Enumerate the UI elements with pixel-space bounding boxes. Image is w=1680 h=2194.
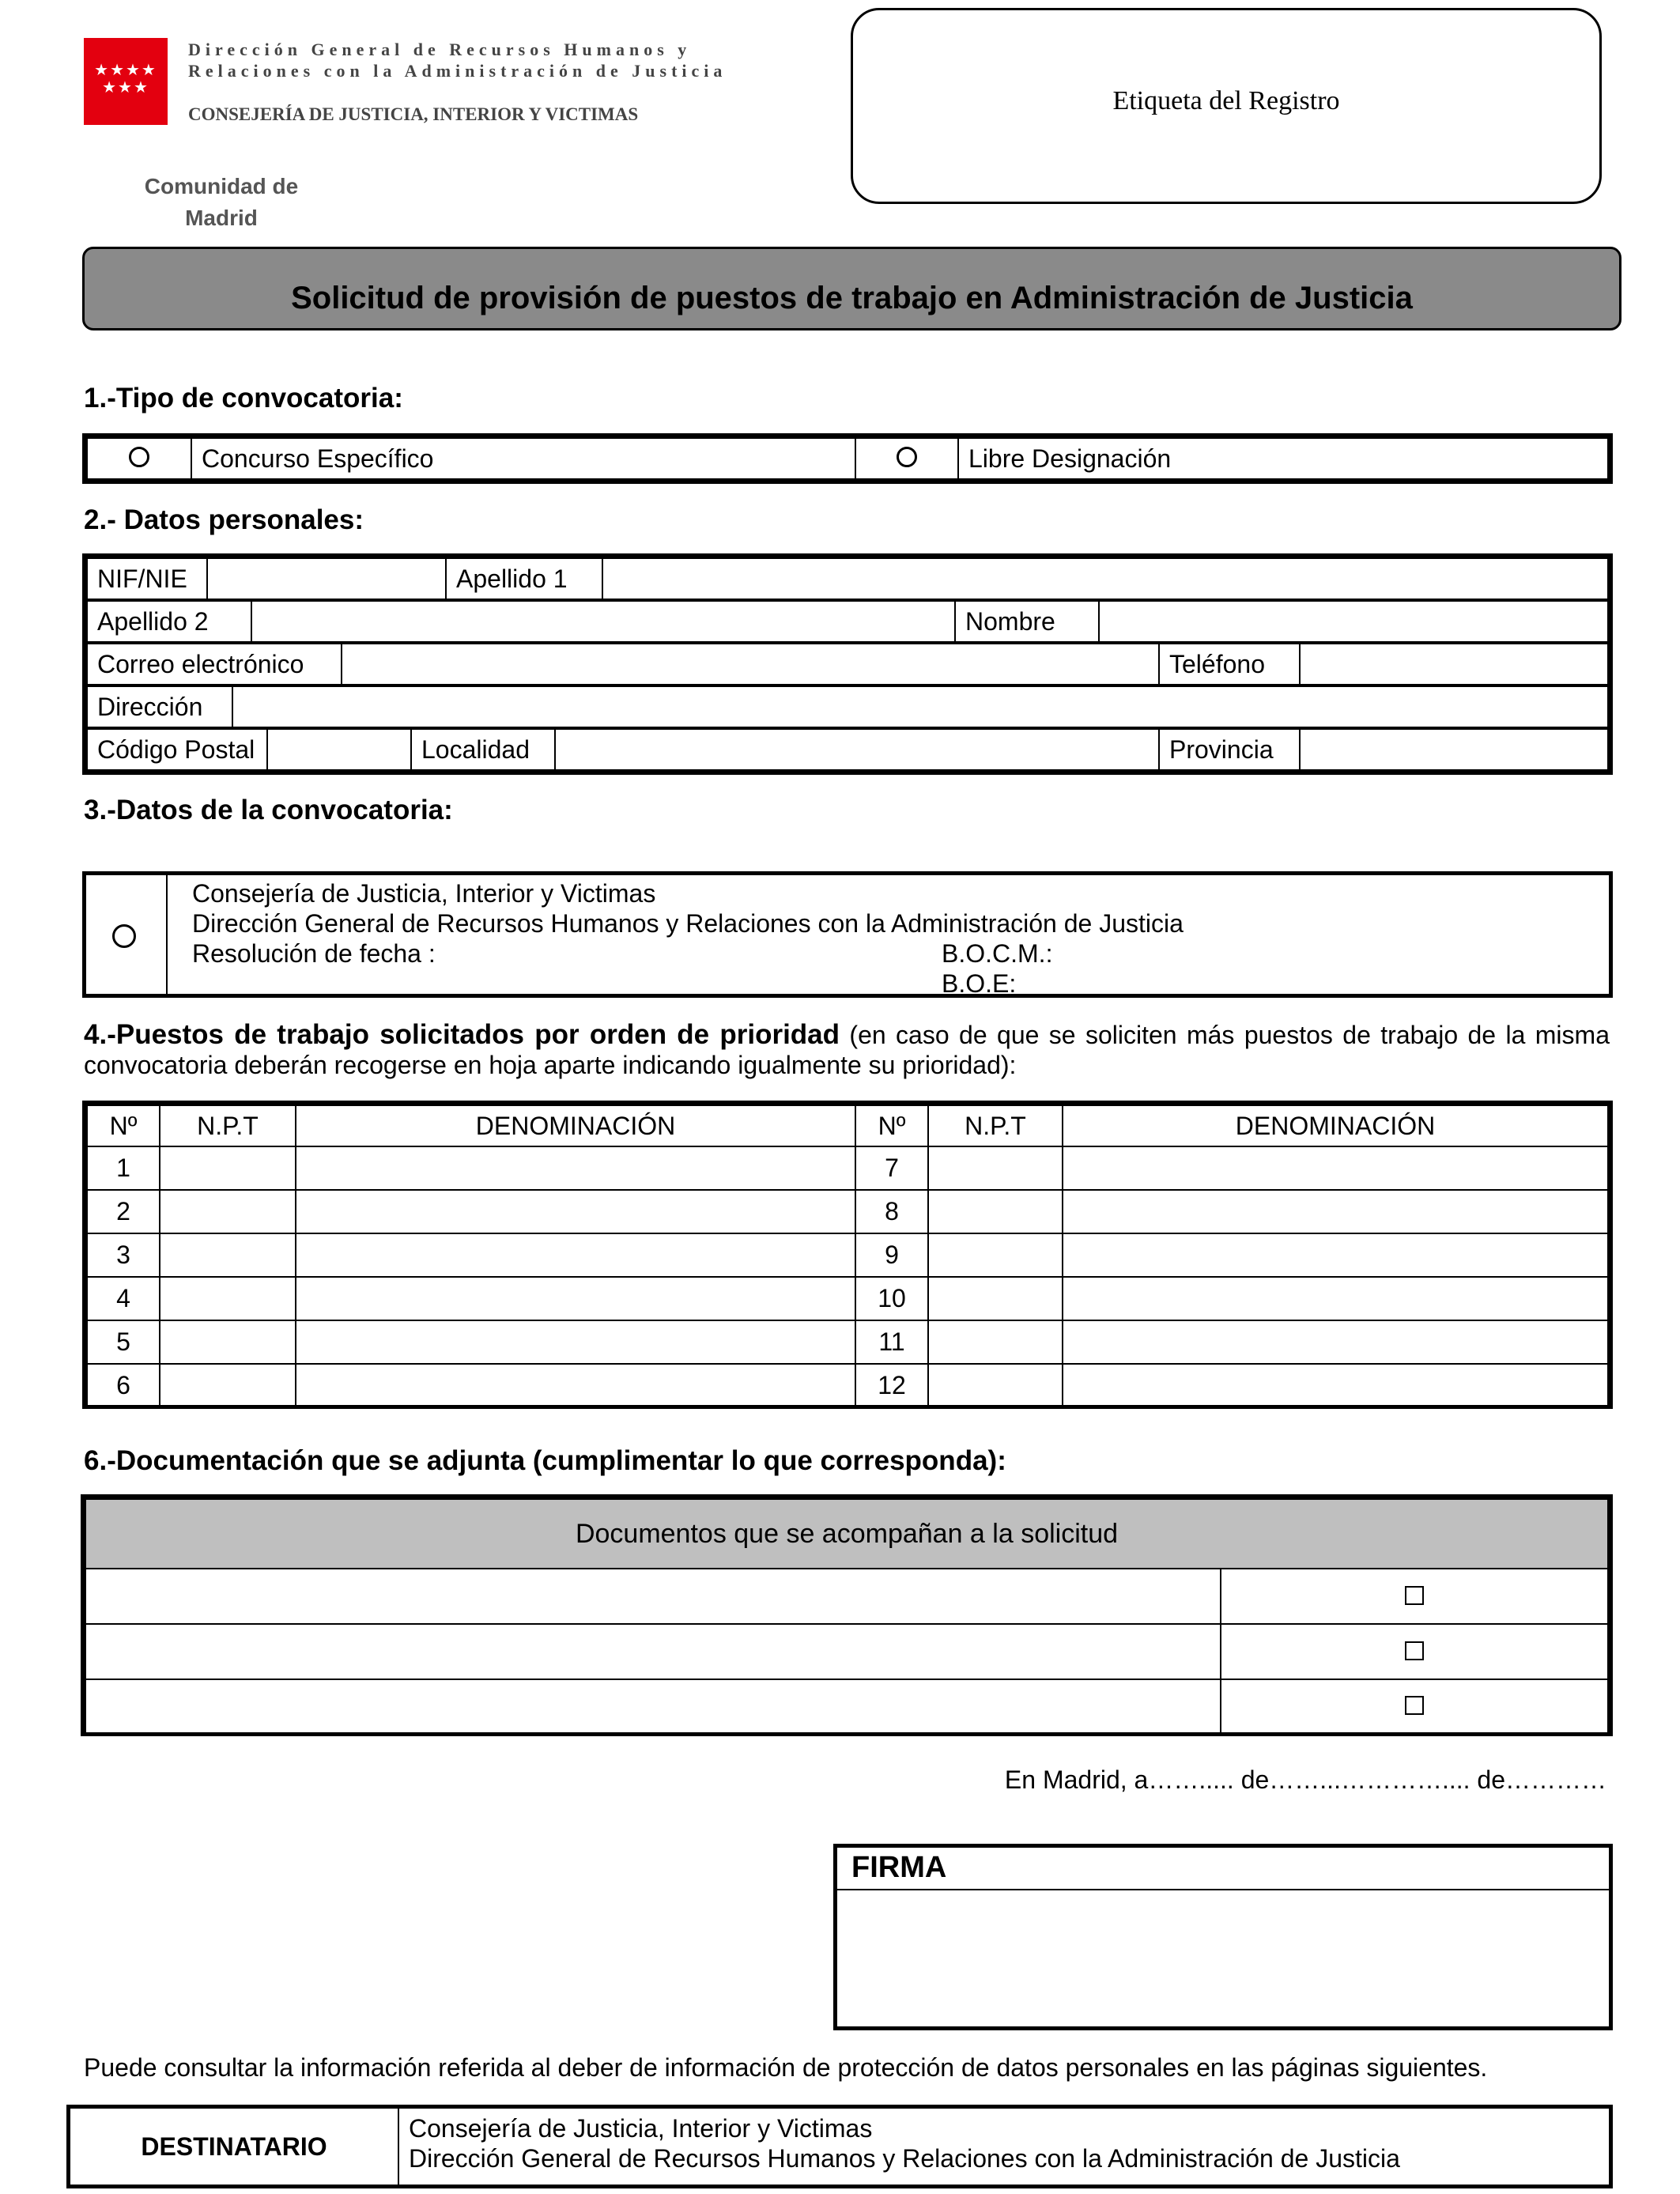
direccion-label: Dirección bbox=[87, 686, 232, 727]
row-number-right: 10 bbox=[855, 1277, 928, 1320]
provincia-field[interactable] bbox=[1300, 729, 1608, 770]
datos-personales-box bbox=[82, 553, 1613, 775]
documentos-header: Documentos que se acompañan a la solicitud bbox=[85, 1499, 1608, 1569]
npt-field[interactable] bbox=[928, 1364, 1063, 1407]
convocatoria-line1: Consejería de Justicia, Interior y Victimas bbox=[192, 879, 656, 908]
convocatoria-divider bbox=[166, 875, 168, 994]
section3-heading: 3.-Datos de la convocatoria: bbox=[84, 795, 453, 825]
documento-checkbox-cell[interactable] bbox=[1221, 1624, 1608, 1679]
convocatoria-radio[interactable] bbox=[112, 924, 136, 952]
apellido2-field[interactable] bbox=[251, 601, 955, 642]
cp-label: Código Postal bbox=[87, 729, 267, 770]
col-denominacion-right: DENOMINACIÓN bbox=[1063, 1105, 1608, 1146]
row-number-left: 6 bbox=[87, 1364, 160, 1407]
col-no-right: Nº bbox=[855, 1105, 928, 1146]
col-npt-right: N.P.T bbox=[928, 1105, 1063, 1146]
denominacion-field[interactable] bbox=[1063, 1190, 1608, 1233]
localidad-field[interactable] bbox=[555, 729, 1159, 770]
puestos-table bbox=[86, 1105, 1609, 1408]
col-npt-left: N.P.T bbox=[160, 1105, 296, 1146]
documento-checkbox[interactable] bbox=[1405, 1696, 1424, 1715]
documentos-table-box bbox=[81, 1494, 1613, 1736]
npt-field[interactable] bbox=[160, 1190, 296, 1233]
tipo-convocatoria-box bbox=[82, 433, 1613, 484]
localidad-label: Localidad bbox=[411, 729, 555, 770]
row-number-right: 12 bbox=[855, 1364, 928, 1407]
denominacion-field[interactable] bbox=[296, 1190, 855, 1233]
puestos-row bbox=[87, 1364, 1608, 1407]
npt-field[interactable] bbox=[928, 1190, 1063, 1233]
puestos-row bbox=[87, 1233, 1608, 1277]
libre-label: Libre Designación bbox=[958, 438, 1608, 479]
nif-label: NIF/NIE bbox=[87, 558, 207, 599]
concurso-radio[interactable] bbox=[129, 447, 149, 467]
info-text: Puede consultar la información referida al deber de información de protección de datos personales en las páginas siguientes. bbox=[84, 2053, 1488, 2082]
concurso-radio-cell[interactable] bbox=[87, 438, 191, 479]
logo-stars-icon: ★★★★ ★★★ bbox=[94, 62, 157, 96]
npt-field[interactable] bbox=[928, 1233, 1063, 1277]
section1-heading: 1.-Tipo de convocatoria: bbox=[84, 383, 403, 413]
row-number-left: 5 bbox=[87, 1320, 160, 1364]
documento-field[interactable] bbox=[85, 1679, 1221, 1733]
page-title: Solicitud de provisión de puestos de trabajo en Administración de Justicia bbox=[291, 281, 1413, 315]
destinatario-box bbox=[66, 2105, 1613, 2188]
puestos-row bbox=[87, 1320, 1608, 1364]
firma-box[interactable] bbox=[833, 1844, 1613, 2030]
puestos-row bbox=[87, 1190, 1608, 1233]
libre-radio[interactable] bbox=[897, 447, 917, 467]
denominacion-field[interactable] bbox=[296, 1364, 855, 1407]
denominacion-field[interactable] bbox=[296, 1233, 855, 1277]
documento-field[interactable] bbox=[85, 1569, 1221, 1624]
destinatario-line1: Consejería de Justicia, Interior y Victimas bbox=[409, 2114, 873, 2143]
npt-field[interactable] bbox=[160, 1233, 296, 1277]
npt-field[interactable] bbox=[160, 1320, 296, 1364]
resolucion-label: Resolución de fecha : bbox=[192, 939, 436, 968]
apellido1-field[interactable] bbox=[602, 558, 1608, 599]
destinatario-line2: Dirección General de Recursos Humanos y Relaciones con la Administración de Justicia bbox=[409, 2144, 1400, 2173]
registro-box bbox=[851, 8, 1602, 204]
row-number-right: 8 bbox=[855, 1190, 928, 1233]
fecha-line: En Madrid, a……..... de……...………….... de………… bbox=[1004, 1765, 1606, 1794]
correo-label: Correo electrónico bbox=[87, 644, 342, 685]
npt-field[interactable] bbox=[160, 1277, 296, 1320]
col-denominacion-left: DENOMINACIÓN bbox=[296, 1105, 855, 1146]
documento-field[interactable] bbox=[85, 1624, 1221, 1679]
documento-checkbox-cell[interactable] bbox=[1221, 1569, 1608, 1624]
section4-heading-note: (en caso de que se soliciten más puestos de trabajo de la misma convocatoria deberán recogerse en hoja aparte indicando igualmente su prioridad): bbox=[84, 1021, 1610, 1079]
nombre-label: Nombre bbox=[955, 601, 1099, 642]
libre-radio-cell[interactable] bbox=[855, 438, 958, 479]
comunidad-line1: Comunidad de bbox=[144, 174, 299, 198]
documentos-table bbox=[85, 1498, 1609, 1734]
direccion-field[interactable] bbox=[232, 686, 1608, 727]
row-number-left: 4 bbox=[87, 1277, 160, 1320]
row-number-left: 1 bbox=[87, 1146, 160, 1190]
npt-field[interactable] bbox=[928, 1320, 1063, 1364]
boe-label: B.O.E: bbox=[942, 969, 1017, 998]
dg-title-line1: Dirección General de Recursos Humanos y bbox=[188, 40, 692, 59]
row-number-left: 2 bbox=[87, 1190, 160, 1233]
provincia-label: Provincia bbox=[1159, 729, 1300, 770]
row-number-right: 9 bbox=[855, 1233, 928, 1277]
row-number-right: 7 bbox=[855, 1146, 928, 1190]
denominacion-field[interactable] bbox=[1063, 1277, 1608, 1320]
comunidad-line2: Madrid bbox=[185, 206, 258, 230]
denominacion-field[interactable] bbox=[296, 1277, 855, 1320]
correo-field[interactable] bbox=[342, 644, 1159, 685]
telefono-field[interactable] bbox=[1300, 644, 1608, 685]
puestos-row bbox=[87, 1277, 1608, 1320]
col-no-left: Nº bbox=[87, 1105, 160, 1146]
documento-checkbox[interactable] bbox=[1405, 1641, 1424, 1660]
documento-checkbox-cell[interactable] bbox=[1221, 1679, 1608, 1733]
telefono-label: Teléfono bbox=[1159, 644, 1300, 685]
puestos-row bbox=[87, 1146, 1608, 1190]
nif-field[interactable] bbox=[207, 558, 446, 599]
comunidad-label bbox=[126, 171, 316, 234]
comunidad-madrid-logo bbox=[84, 38, 168, 125]
firma-label: FIRMA bbox=[851, 1851, 947, 1884]
cp-field[interactable] bbox=[267, 729, 411, 770]
consejeria-title: CONSEJERÍA DE JUSTICIA, INTERIOR Y VICTIMAS bbox=[188, 104, 639, 124]
row-number-left: 3 bbox=[87, 1233, 160, 1277]
npt-field[interactable] bbox=[160, 1364, 296, 1407]
denominacion-field[interactable] bbox=[1063, 1364, 1608, 1407]
apellido1-label: Apellido 1 bbox=[446, 558, 602, 599]
registro-label: Etiqueta del Registro bbox=[1112, 86, 1340, 115]
denominacion-field[interactable] bbox=[296, 1146, 855, 1190]
convocatoria-line2: Dirección General de Recursos Humanos y Relaciones con la Administración de Justicia bbox=[192, 909, 1184, 938]
denominacion-field[interactable] bbox=[1063, 1233, 1608, 1277]
dg-title-line2: Relaciones con la Administración de Justicia bbox=[188, 61, 727, 81]
npt-field[interactable] bbox=[928, 1277, 1063, 1320]
documento-checkbox[interactable] bbox=[1405, 1586, 1424, 1605]
bocm-label: B.O.C.M.: bbox=[942, 939, 1053, 968]
datos-convocatoria-box bbox=[82, 871, 1613, 998]
denominacion-field[interactable] bbox=[296, 1320, 855, 1364]
denominacion-field[interactable] bbox=[1063, 1320, 1608, 1364]
npt-field[interactable] bbox=[928, 1146, 1063, 1190]
destinatario-label: DESTINATARIO bbox=[70, 2109, 399, 2185]
title-bar bbox=[82, 247, 1621, 330]
puestos-table-box bbox=[82, 1101, 1613, 1409]
section2-heading: 2.- Datos personales: bbox=[84, 504, 364, 535]
section4-heading bbox=[84, 1020, 1610, 1080]
concurso-label: Concurso Específico bbox=[191, 438, 855, 479]
apellido2-label: Apellido 2 bbox=[87, 601, 251, 642]
row-number-right: 11 bbox=[855, 1320, 928, 1364]
nombre-field[interactable] bbox=[1099, 601, 1608, 642]
denominacion-field[interactable] bbox=[1063, 1146, 1608, 1190]
npt-field[interactable] bbox=[160, 1146, 296, 1190]
firma-divider bbox=[837, 1889, 1609, 1890]
section6-heading: 6.-Documentación que se adjunta (cumplimentar lo que corresponda): bbox=[84, 1445, 1006, 1476]
section4-heading-bold: 4.-Puestos de trabajo solicitados por orden de prioridad bbox=[84, 1019, 840, 1050]
